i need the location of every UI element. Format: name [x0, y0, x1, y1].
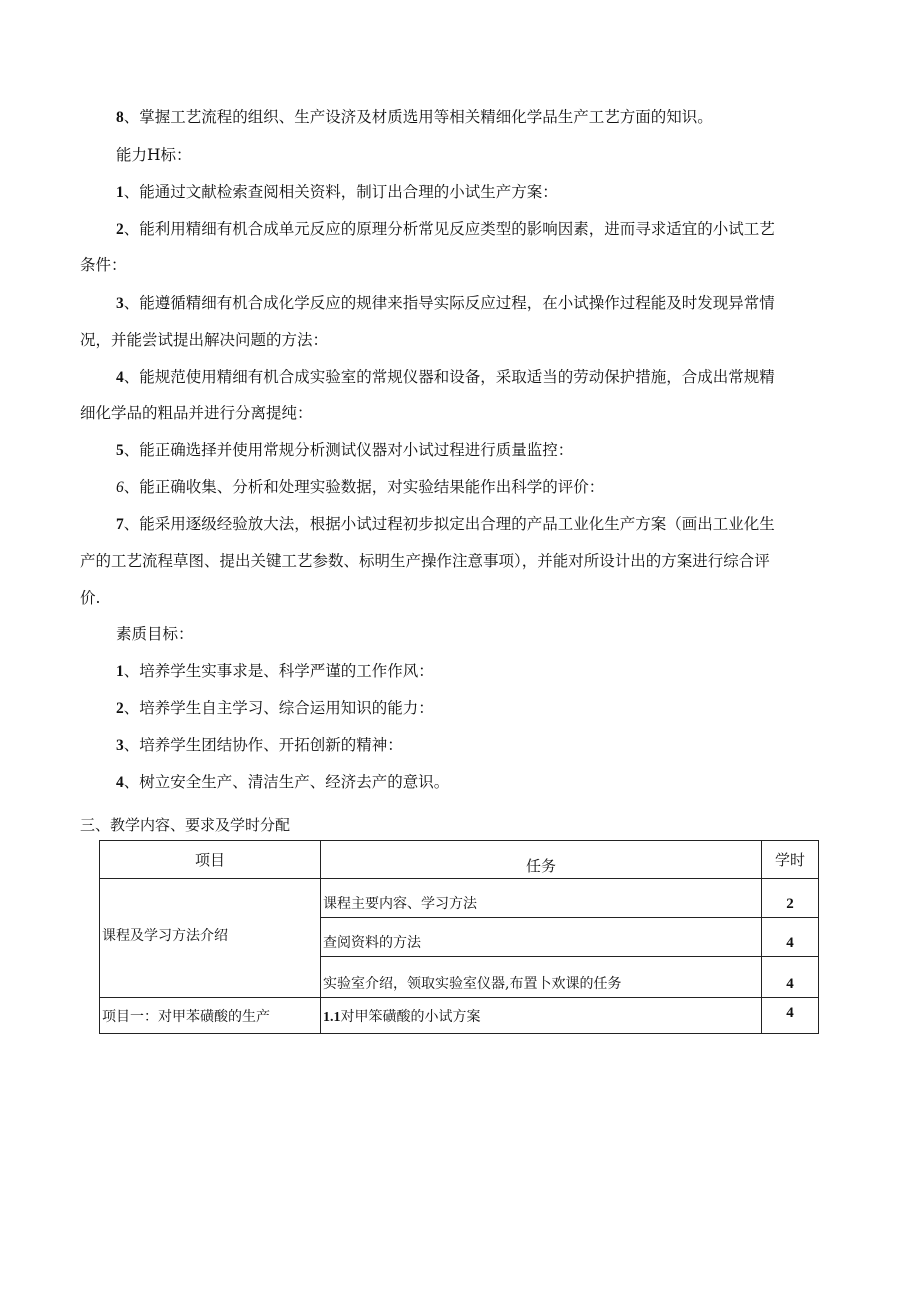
group2-project-cell: 项目一：对甲苯磺酸的生产 [100, 998, 321, 1034]
knowledge-item-8 [116, 107, 713, 128]
hours-cell: 4 [762, 957, 819, 998]
ability-item-3: 3、能遵循精细有机合成化学反应的规律来指导实际反应过程，在小试操作过程能及时发现异常情 [116, 294, 775, 312]
table-header-row [100, 841, 819, 879]
ability-heading: 能力H标： [116, 146, 192, 164]
ability-item-2-cont: 条件： [80, 256, 127, 274]
ability-item-4: 4、能规范使用精细有机合成实验室的常规仪器和设备，采取适当的劳动保护措施，合成出常规精 [116, 368, 775, 386]
hours-cell: 4 [762, 998, 819, 1034]
hours-cell: 4 [762, 918, 819, 957]
header-task: 任务 [321, 841, 762, 879]
ability-item-4-cont: 细化学品的粗品并进行分离提纯： [80, 404, 313, 422]
item-text: 、掌握工艺流程的组织、生产设济及材质选用等相关精细化学品生产工艺方面的知识。 [123, 108, 713, 126]
ability-item-6: 6、能正确收集、分析和处理实验数据，对实验结果能作出科学的评价： [116, 478, 605, 496]
header-hours: 学时 [762, 841, 819, 879]
ability-item-7-cont2: 价. [80, 589, 101, 607]
ability-item-5: 5、能正确选择并使用常规分析测试仪器对小试过程进行质量监控： [116, 441, 574, 459]
table-row [100, 879, 819, 918]
item-number: 8 [116, 109, 124, 126]
schedule-table [99, 840, 819, 1034]
quality-item-2: 2、培养学生自主学习、综合运用知识的能力： [116, 699, 434, 717]
section-3-title: 三、教学内容、要求及学时分配 [80, 816, 291, 834]
ability-item-2: 2、能利用精细有机合成单元反应的原理分析常见反应类型的影响因素，进而寻求适宜的小试工艺 [116, 220, 775, 238]
quality-item-3: 3、培养学生团结协作、开拓创新的精神： [116, 736, 403, 754]
task-cell: 查阅资料的方法 [321, 918, 762, 957]
quality-heading: 素质目标： [116, 625, 194, 643]
ability-item-7-cont: 产的工艺流程草图、提出关键工艺参数、标明生产操作注意事项），并能对所设计出的方案进行综合评 [80, 552, 770, 570]
ability-item-1: 1、能通过文献检索查阅相关资料，制订出合理的小试生产方案： [116, 183, 558, 201]
hours-cell: 2 [762, 879, 819, 918]
task-cell: 1.1对甲笨磺酸的小试方案 [321, 998, 762, 1034]
quality-item-1: 1、培养学生实事求是、科学严谨的工作作风： [116, 662, 434, 680]
ability-item-3-cont: 况，并能尝试提出解决问题的方法： [80, 331, 329, 349]
group1-project-cell: 课程及学习方法介绍 [100, 879, 321, 998]
quality-item-4: 4、树立安全生产、清洁生产、经济去产的意识。 [116, 773, 450, 791]
table-row [100, 998, 819, 1034]
header-project: 项目 [100, 841, 321, 879]
ability-item-7: 7、能采用逐级经验放大法，根据小试过程初步拟定出合理的产品工业化生产方案（画出工业化生 [116, 515, 775, 533]
task-number: 1.1 [323, 1009, 341, 1025]
task-cell: 实验室介绍，领取实验室仪器,布置卜欢课的任务 [321, 957, 762, 998]
task-cell: 课程主要内容、学习方法 [321, 879, 762, 918]
